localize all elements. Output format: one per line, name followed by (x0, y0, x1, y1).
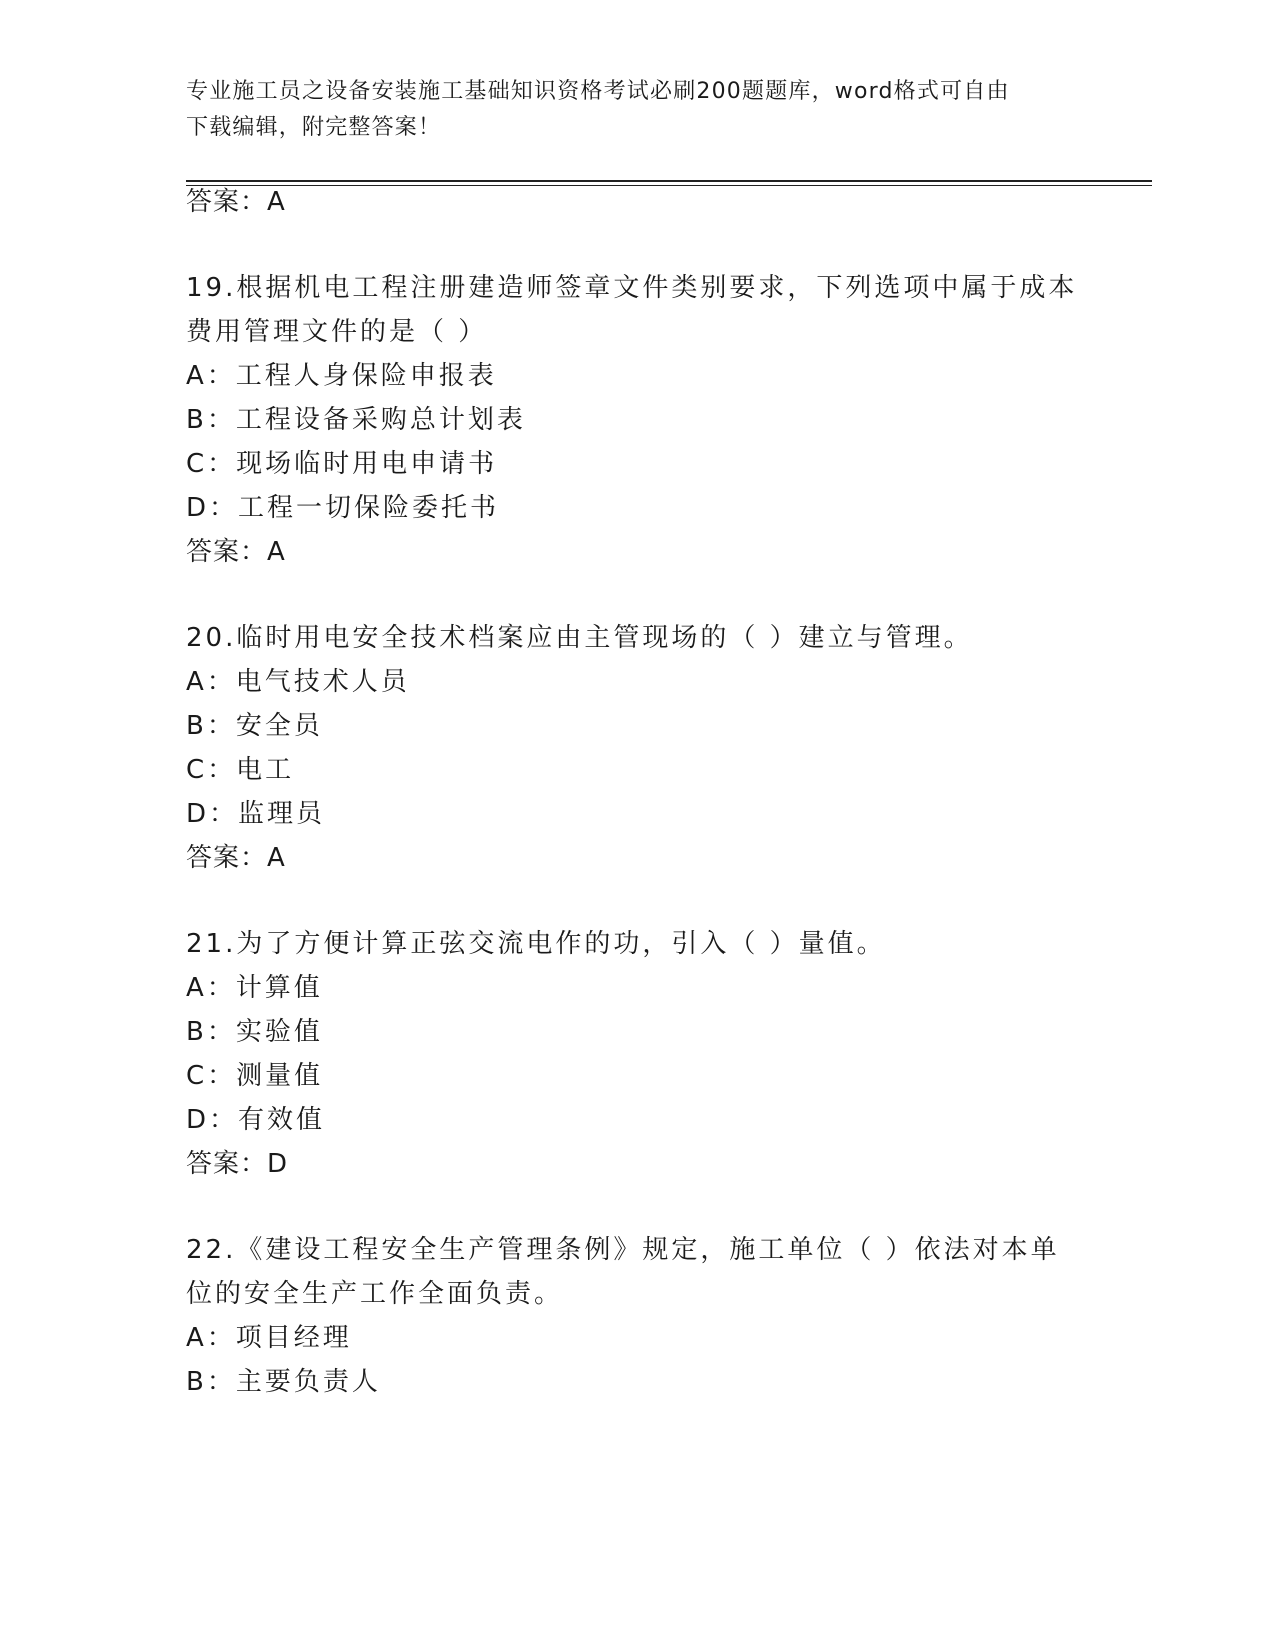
previous-answer: 答案：A (186, 187, 286, 217)
question-20-answer: 答案：A (186, 843, 286, 873)
question-20-option-c: C：电工 (186, 755, 295, 785)
header-divider-thin (186, 185, 1152, 186)
question-19-text-line-1: 19.根据机电工程注册建造师签章文件类别要求，下列选项中属于成本 (186, 273, 1078, 303)
question-21-option-d: D：有效值 (186, 1105, 326, 1135)
document-header (186, 74, 1066, 146)
header-divider-thick (186, 180, 1152, 182)
question-22-text-line-2: 位的安全生产工作全面负责。 (186, 1279, 564, 1309)
question-20-text: 20.临时用电安全技术档案应由主管现场的（ ）建立与管理。 (186, 623, 973, 653)
question-20-option-d: D：监理员 (186, 799, 326, 829)
question-21-option-b: B：实验值 (186, 1017, 323, 1047)
question-19-option-b: B：工程设备采购总计划表 (186, 405, 526, 435)
question-19-answer: 答案：A (186, 537, 286, 567)
question-21-option-a: A：计算值 (186, 973, 323, 1003)
question-19-option-c: C：现场临时用电申请书 (186, 449, 498, 479)
header-line-2: 下载编辑，附完整答案！ (186, 115, 442, 140)
question-19-option-a: A：工程人身保险申报表 (186, 361, 497, 391)
question-20-option-b: B：安全员 (186, 711, 323, 741)
question-20-option-a: A：电气技术人员 (186, 667, 410, 697)
question-21-text: 21.为了方便计算正弦交流电作的功，引入（ ）量值。 (186, 929, 886, 959)
question-19-option-d: D：工程一切保险委托书 (186, 493, 500, 523)
question-22-option-b: B：主要负责人 (186, 1367, 381, 1397)
question-21-answer: 答案：D (186, 1149, 289, 1179)
header-line-1: 专业施工员之设备安装施工基础知识资格考试必刷200题题库，word格式可自由 (186, 79, 1010, 104)
question-19-text-line-2: 费用管理文件的是（ ） (186, 317, 488, 347)
question-21-option-c: C：测量值 (186, 1061, 324, 1091)
question-22-text-line-1: 22.《建设工程安全生产管理条例》规定，施工单位（ ）依法对本单 (186, 1235, 1060, 1265)
question-22-option-a: A：项目经理 (186, 1323, 352, 1353)
